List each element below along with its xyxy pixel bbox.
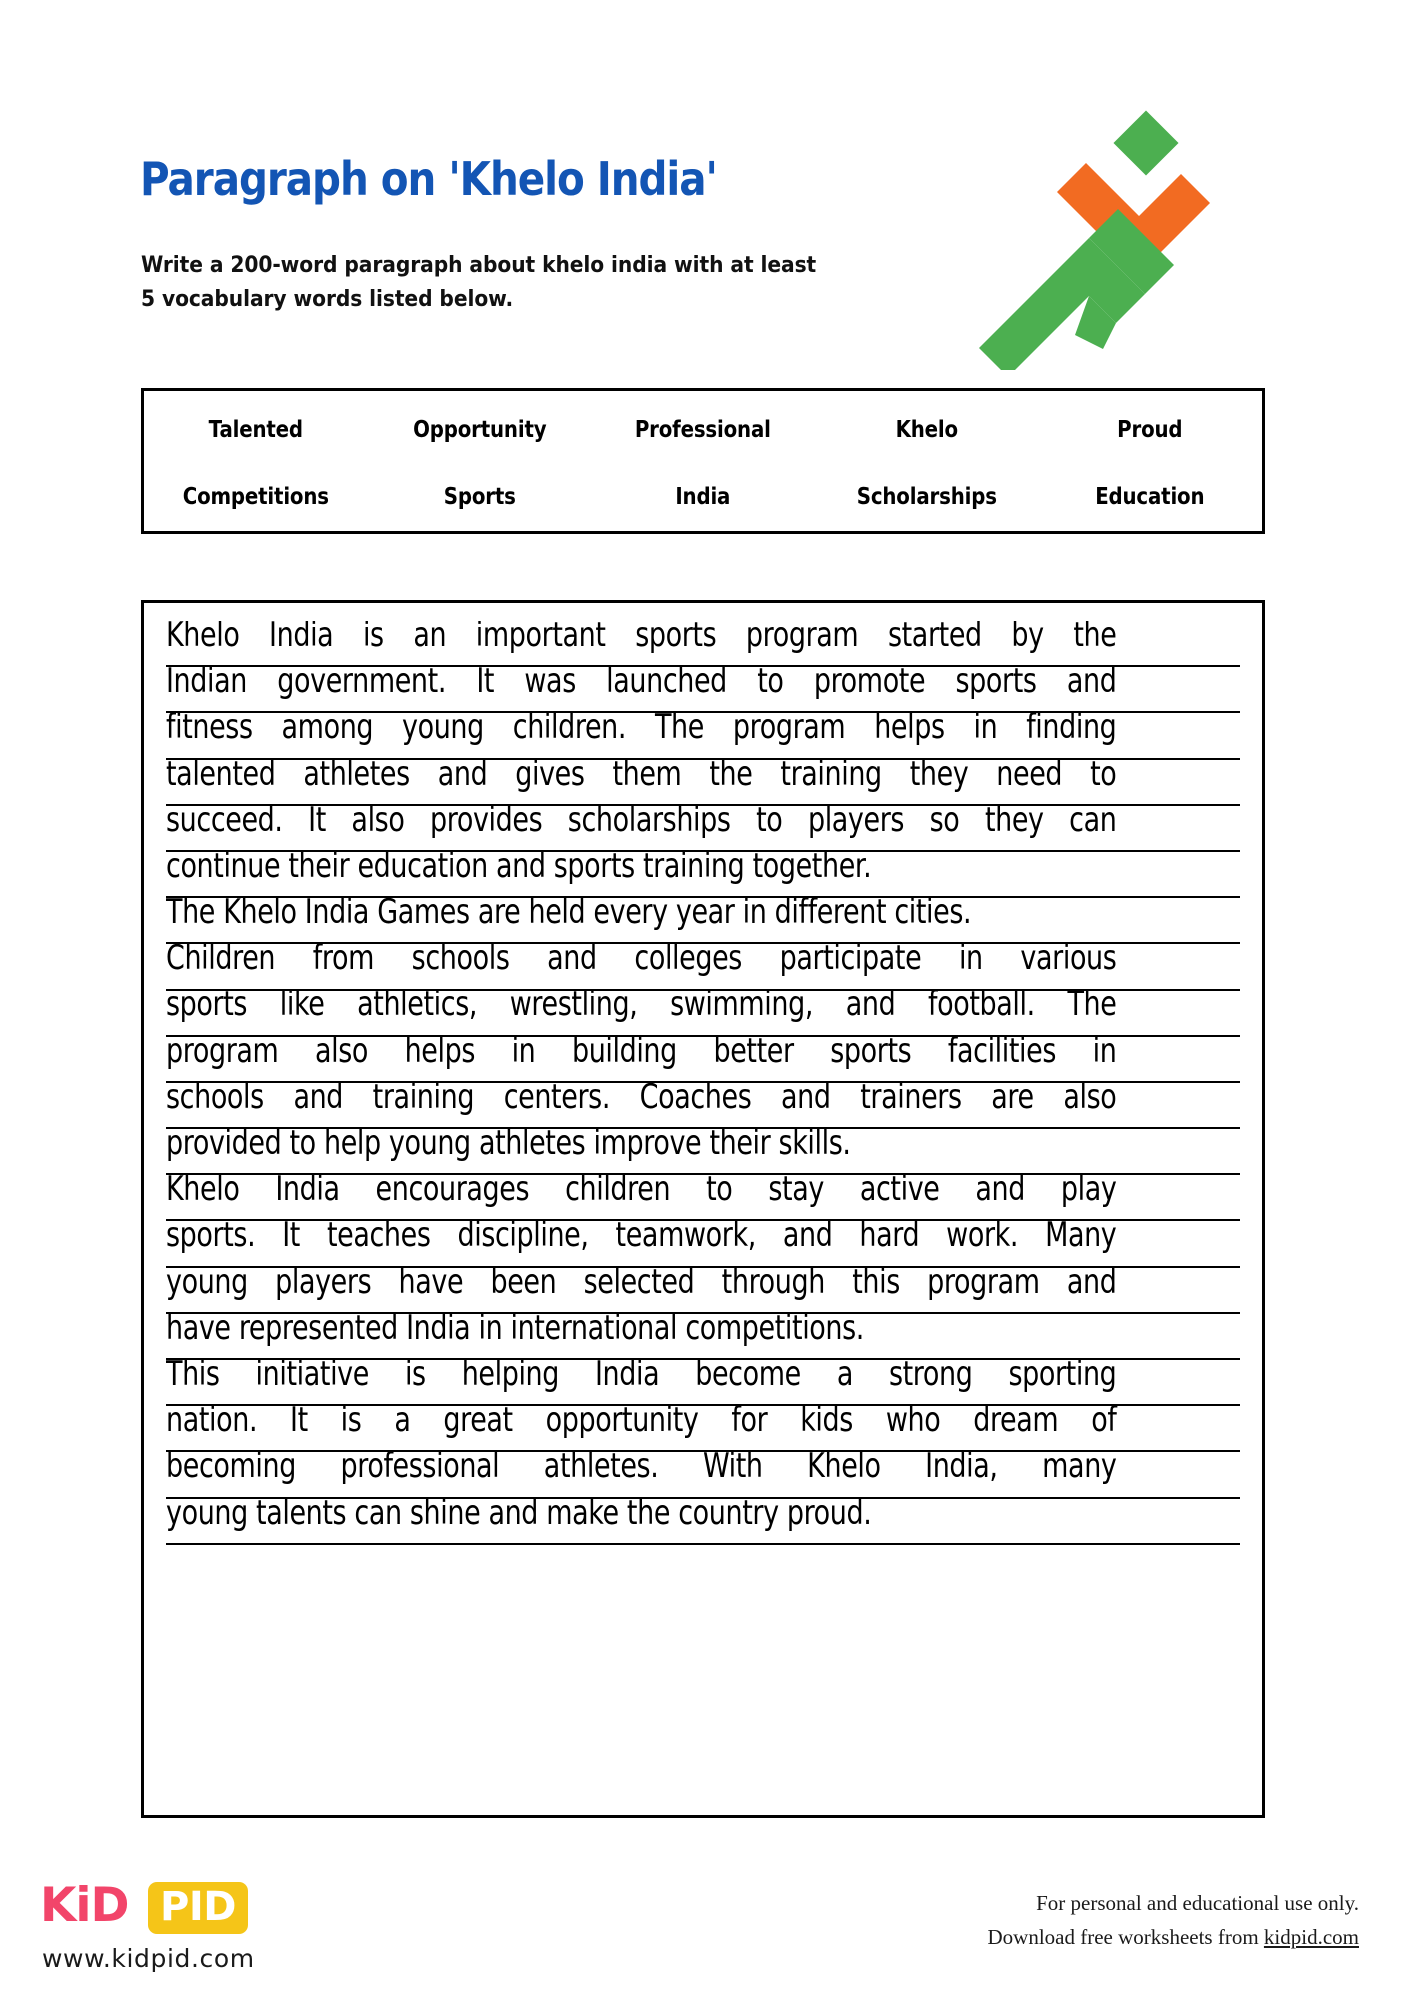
vocabulary-word: Competitions [182, 484, 329, 510]
answer-line: sports like athletics, wrestling, swimming, and football. The [166, 991, 1240, 1037]
answer-line: The Khelo India Games are held every year in different cities. [166, 898, 1240, 944]
vocabulary-row [144, 391, 1262, 461]
answer-line: sports. It teaches discipline, teamwork, and hard work. Many [166, 1221, 1240, 1267]
answer-line: This initiative is helping India become a strong sporting [166, 1360, 1240, 1406]
answer-line: Khelo India encourages children to stay active and play [166, 1175, 1240, 1221]
worksheet-instructions: Write a 200-word paragraph about khelo india with at least 5 vocabulary words listed below. [141, 252, 817, 313]
answer-line: becoming professional athletes. With Khelo India, many [166, 1452, 1240, 1498]
answer-line: Indian government. It was launched to promote sports and [166, 667, 1240, 713]
worksheet-footer [0, 1860, 1414, 2000]
vocabulary-word: Education [1095, 484, 1205, 510]
page-title: Paragraph on 'Khelo India' [140, 152, 717, 206]
answer-line: fitness among young children. The program helps in finding [166, 713, 1240, 759]
kidpid-website-url: www.kidpid.com [42, 1944, 255, 1973]
answer-line: talented athletes and gives them the training they need to [166, 760, 1240, 806]
answer-line: provided to help young athletes improve their skills. [166, 1129, 1240, 1175]
kidpid-wordmark [40, 1878, 250, 1934]
khelo-india-logo [955, 110, 1215, 370]
answer-writing-box[interactable] [141, 600, 1265, 1818]
answer-line: young talents can shine and make the country proud. [166, 1499, 1240, 1545]
vocabulary-word: Talented [208, 417, 303, 443]
download-notice [988, 1920, 1360, 1954]
vocabulary-word: Sports [443, 484, 516, 510]
answer-line: nation. It is a great opportunity for kids who dream of [166, 1406, 1240, 1452]
vocabulary-word: Professional [635, 417, 771, 443]
kidpid-link[interactable]: kidpid.com [1263, 1925, 1359, 1950]
answer-line: have represented India in international competitions. [166, 1314, 1240, 1360]
answer-line: Khelo India is an important sports program started by the [166, 621, 1240, 667]
vocabulary-row [144, 461, 1262, 531]
usage-notice: For personal and educational use only. [1036, 1891, 1359, 1915]
vocabulary-word: Proud [1117, 417, 1183, 443]
footer-credits [988, 1886, 1360, 1954]
answer-line: Children from schools and colleges participate in various [166, 944, 1240, 990]
kidpid-pid-badge: PID [148, 1882, 248, 1934]
vocabulary-word: India [675, 484, 731, 510]
answer-paragraph [166, 621, 1240, 1545]
worksheet-header [0, 0, 1414, 370]
kidpid-kid-text: KiD [40, 1878, 129, 1933]
vocabulary-word-bank [141, 388, 1265, 534]
vocabulary-word: Khelo [895, 417, 958, 443]
vocabulary-word: Scholarships [856, 484, 997, 510]
answer-line: young players have been selected through this program and [166, 1268, 1240, 1314]
vocabulary-word: Opportunity [412, 417, 547, 443]
answer-line: schools and training centers. Coaches and trainers are also [166, 1083, 1240, 1129]
download-notice-text: Download free worksheets from [987, 1925, 1264, 1950]
kidpid-logo[interactable] [40, 1878, 300, 1978]
answer-line: succeed. It also provides scholarships to players so they can [166, 806, 1240, 852]
answer-line: continue their education and sports training together. [166, 852, 1240, 898]
answer-line: program also helps in building better sports facilities in [166, 1037, 1240, 1083]
